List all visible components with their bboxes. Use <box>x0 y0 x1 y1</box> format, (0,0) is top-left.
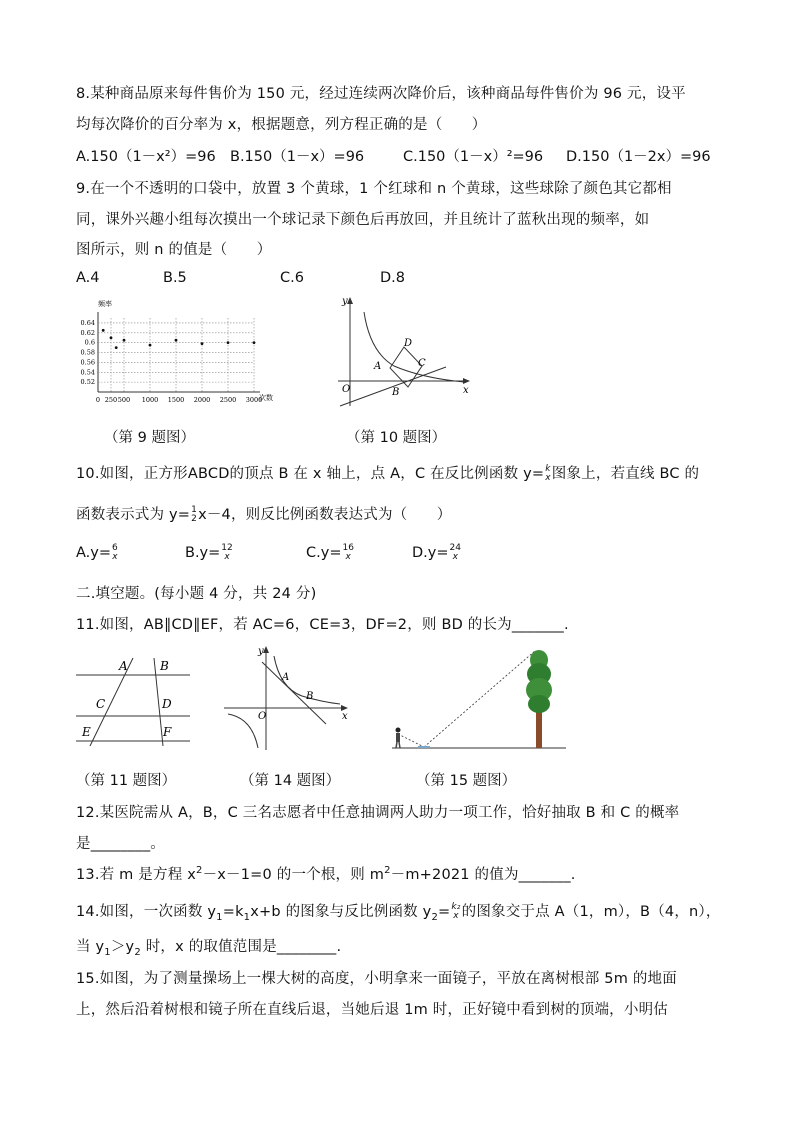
q10-option-b <box>185 544 234 562</box>
fig11-label-c: C <box>96 697 106 711</box>
fig10-label-o: O <box>342 384 351 395</box>
frac-numerator: 16 <box>342 543 354 553</box>
chart-point <box>149 344 152 347</box>
fig11-label-e: E <box>82 725 91 739</box>
chart-x-tick-label: 3000 <box>245 396 263 404</box>
fig14-hyperbola-q3 <box>228 714 258 748</box>
q14-subscript: 2 <box>134 946 141 958</box>
q10-option-c <box>306 544 355 562</box>
chart-x-tick-label: 2000 <box>193 396 211 404</box>
person-icon <box>396 728 401 749</box>
chart-x-tick-label: 2500 <box>219 396 237 404</box>
chart-ylabel: 频率 <box>98 300 112 308</box>
q14-text: 的图象交于点 A（1，m），B（4，n）， <box>461 904 721 920</box>
chart-y-tick-label: 0.52 <box>80 378 95 387</box>
fig11-label-a: A <box>119 659 128 673</box>
frac-numerator: 24 <box>449 543 461 553</box>
frac-denominator: x <box>545 473 551 483</box>
mirror-icon <box>418 746 430 748</box>
section-title: 二.填空题。(每小题 4 分，共 24 分) <box>76 586 317 602</box>
q9-line1: 9.在一个不透明的口袋中，放置 3 个黄球，1 个红球和 n 个黄球，这些球除了颜色其它都相 <box>76 181 672 197</box>
frequency-chart <box>76 296 286 414</box>
chart-point <box>115 346 118 349</box>
q9-line2: 同，课外兴趣小组每次摸出一个球记录下颜色后再放回，并且统计了蓝秋出现的频率，如 <box>76 212 650 228</box>
fig11-caption: （第 11 题图） <box>76 773 177 789</box>
q14-fraction <box>451 903 460 921</box>
q11-text: 11.如图，AB∥CD∥EF，若 AC=6，CE=3，DF=2，则 BD 的长为_______. <box>76 617 569 633</box>
chart-xlabel: 次数 <box>259 394 273 402</box>
option-fraction <box>342 544 353 562</box>
fig14-label-o: O <box>258 711 267 722</box>
fig9-caption: （第 9 题图） <box>104 430 195 446</box>
chart-x-tick-label: 0 <box>95 396 101 404</box>
q8-option-a: A.150（1－x²）=96 <box>76 149 216 165</box>
q9-option-a: A.4 <box>76 270 100 286</box>
q14-text: 14.如图，一次函数 y <box>76 904 217 920</box>
fig10-label-b: B <box>392 387 400 398</box>
q8-line1: 8.某种商品原来每件售价为 150 元，经过连续两次降价后，该种商品每件售价为 96 元，设平 <box>76 86 686 102</box>
fig15-caption: （第 15 题图） <box>416 773 517 789</box>
q12-line2: 是________。 <box>76 836 165 852</box>
q8-line2: 均每次降价的百分率为 x，根据题意，列方程正确的是（ ） <box>76 117 487 133</box>
frac-denominator: x <box>452 552 458 562</box>
q10-line1 <box>76 462 699 483</box>
fig10-label-a: A <box>374 361 382 372</box>
frac-numerator: 6 <box>112 543 118 553</box>
q14-text: ＞y <box>110 939 135 955</box>
q14-subscript: 1 <box>104 946 111 958</box>
q10-line2 <box>76 503 451 524</box>
fig11-diagram <box>76 656 192 748</box>
q14-text: 时，x 的取值范围是________. <box>140 939 342 955</box>
frac-denominator: x <box>112 552 118 562</box>
fig14-y-arrow <box>263 646 269 653</box>
q10-option-a <box>76 544 119 562</box>
chart-point <box>201 342 204 345</box>
fig14-label-b: B <box>306 691 314 702</box>
q14-text: x+b 的图象与反比例函数 y <box>250 904 432 920</box>
chart-y-tick-label: 0.62 <box>80 328 95 337</box>
fig14-caption: （第 14 题图） <box>240 773 341 789</box>
option-fraction <box>450 544 461 562</box>
tree-icon <box>526 650 552 748</box>
q10-option-d <box>412 544 462 562</box>
fig14-label-x: x <box>342 711 348 722</box>
q8-option-d: D.150（1－2x）=96 <box>566 149 711 165</box>
fig15-diagram <box>390 644 570 754</box>
fig14-label-y: y <box>258 646 264 657</box>
q9-option-b: B.5 <box>163 270 187 286</box>
fig15-sight-line-tree <box>424 650 536 747</box>
chart-point <box>110 336 113 339</box>
q13-text-a: 13.若 m 是方程 x <box>76 867 196 883</box>
option-fraction <box>112 544 118 562</box>
q9-line3: 图所示，则 n 的值是（ ） <box>76 242 272 258</box>
q14-line1 <box>76 900 721 923</box>
q15-line1: 15.如图，为了测量操场上一棵大树的高度，小明拿来一面镜子，平放在离树根部 5m 的地面 <box>76 971 677 987</box>
q10-line1-text-a: 10.如图，正方形ABCD的顶点 B 在 x 轴上，点 A，C 在反比例函数 y= <box>76 466 545 482</box>
q10-line2-text-a: 函数表示式为 y= <box>76 507 191 523</box>
chart-y-tick-label: 0.6 <box>84 338 95 347</box>
frac-denominator: 2 <box>191 514 198 524</box>
fig10-x-arrow <box>463 378 470 384</box>
option-prefix: D.y= <box>412 545 449 561</box>
q14-text: 当 y <box>76 939 105 955</box>
q15-line2: 上，然后沿着树根和镜子所在直线后退，当她后退 1m 时，正好镜中看到树的顶端，小明估 <box>76 1002 668 1018</box>
frac-numerator: k <box>545 464 551 474</box>
chart-x-tick-label: 500 <box>117 396 131 404</box>
q13-superscript: 2 <box>384 865 391 877</box>
q14-text: = <box>438 904 451 920</box>
q14-subscript: 1 <box>216 911 223 923</box>
q13-text-b: －x－1=0 的一个根，则 m <box>202 867 385 883</box>
q10-line2-text-b: x－4，则反比例函数表达式为（ ） <box>198 507 452 523</box>
fig14-diagram <box>222 642 352 752</box>
fig10-label-x: x <box>463 385 469 396</box>
chart-x-tick-label: 250 <box>104 396 118 404</box>
chart-y-tick-label: 0.56 <box>80 358 95 367</box>
q13-text-c: －m+2021 的值为_______. <box>390 867 576 883</box>
frac-denominator: x <box>224 552 230 562</box>
q13-line <box>76 863 576 884</box>
fig14-label-a: A <box>282 672 290 683</box>
fig11-label-f: F <box>163 725 172 739</box>
chart-x-tick-label: 1500 <box>167 396 185 404</box>
chart-x-tick-label: 1000 <box>141 396 159 404</box>
q10-fraction-k-over-x <box>545 465 551 483</box>
fig10-label-y: y <box>342 296 348 307</box>
q8-option-b: B.150（1－x）=96 <box>230 149 365 165</box>
chart-y-tick-label: 0.54 <box>80 368 95 377</box>
q8-option-c: C.150（1－x）²=96 <box>403 149 544 165</box>
q10-fraction-one-half <box>191 506 197 524</box>
q14-text: =k <box>222 904 244 920</box>
fig15-sight-line-person <box>398 734 424 747</box>
fig11-label-b: B <box>160 659 169 673</box>
q10-line1-text-b: 图象上，若直线 BC 的 <box>551 466 700 482</box>
q9-option-c: C.6 <box>280 270 304 286</box>
q14-line2 <box>76 935 341 958</box>
frac-numerator: k₂ <box>451 902 461 912</box>
q12-line1: 12.某医院需从 A，B，C 三名志愿者中任意抽调两人助力一项工作，恰好抽取 B 和 C 的概率 <box>76 805 680 821</box>
chart-y-tick-label: 0.58 <box>80 348 95 357</box>
option-prefix: C.y= <box>306 545 342 561</box>
q9-option-d: D.8 <box>380 270 405 286</box>
fig10-label-d: D <box>404 338 413 349</box>
q14-subscript: 2 <box>431 911 439 923</box>
frac-denominator: x <box>345 552 351 562</box>
option-fraction <box>221 544 232 562</box>
chart-y-tick-label: 0.64 <box>80 318 95 327</box>
fig14-line <box>262 662 326 724</box>
chart-point <box>175 339 178 342</box>
chart-point <box>253 341 256 344</box>
q14-subscript: 1 <box>243 911 251 923</box>
chart-point <box>227 341 230 344</box>
fig10-diagram <box>336 294 476 412</box>
option-prefix: A.y= <box>76 545 112 561</box>
frac-numerator: 12 <box>221 543 233 553</box>
frac-denominator: x <box>453 911 459 921</box>
option-prefix: B.y= <box>185 545 221 561</box>
q13-superscript: 2 <box>196 865 203 877</box>
chart-point <box>102 329 105 332</box>
fig11-label-d: D <box>162 697 172 711</box>
fig10-label-c: C <box>418 358 426 369</box>
fig10-caption: （第 10 题图） <box>346 430 447 446</box>
frac-numerator: 1 <box>191 505 198 515</box>
chart-point <box>123 339 126 342</box>
fig10-y-arrow <box>347 297 353 304</box>
